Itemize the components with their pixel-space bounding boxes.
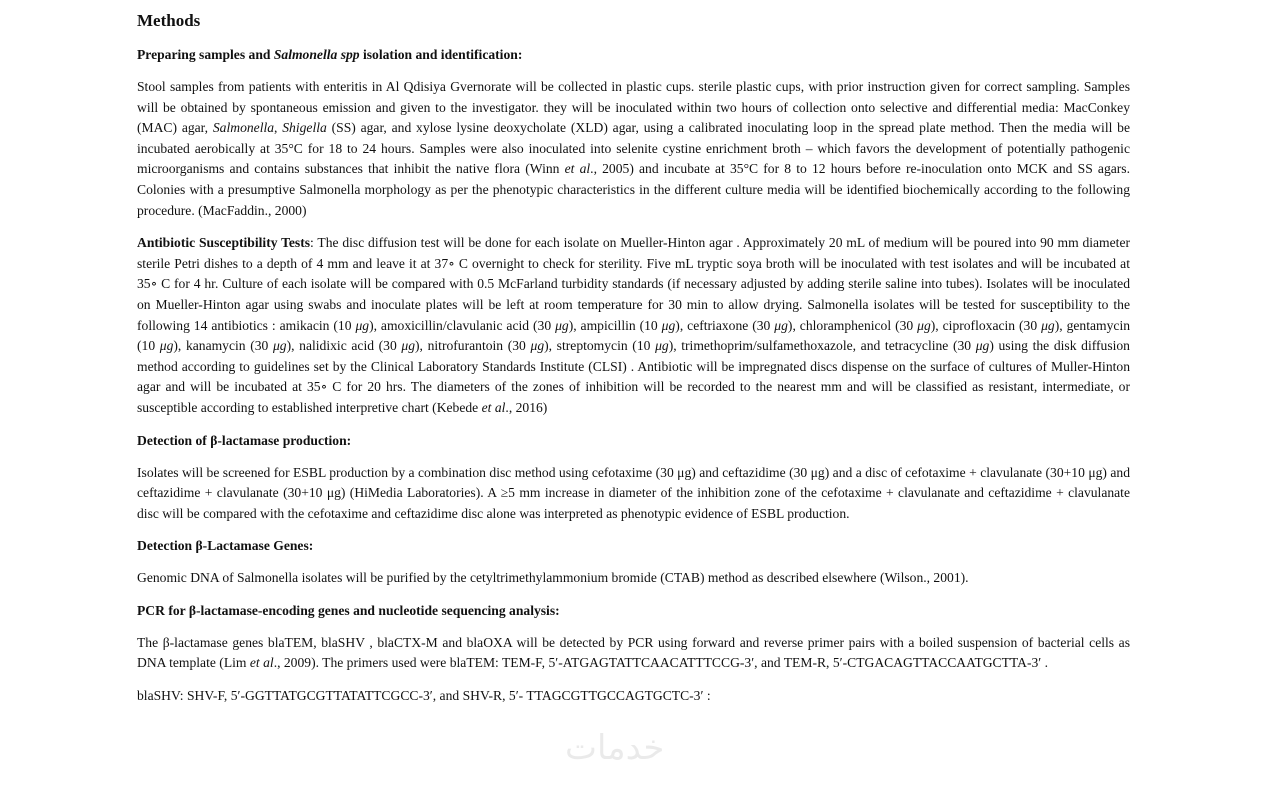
paragraph-genes: Genomic DNA of Salmonella isolates will be purified by the cetyltrimethylammonium bromide (CTAB) method as described elsewhere (Wilson., 2001).: [137, 570, 969, 586]
title-text: Preparing samples and: [137, 47, 274, 62]
paragraph-lead: Antibiotic Susceptibility Tests: [137, 235, 311, 251]
unit: μg: [530, 338, 545, 354]
section-title-genes: Detection β-Lactamase Genes:: [137, 538, 314, 554]
text-run: ), amoxicillin/clavulanic acid (30: [369, 317, 556, 333]
text-run: ), ceftriaxone (30: [675, 317, 775, 333]
italic-run: et al: [564, 161, 591, 177]
text-run: (SS) agar, and xylose lysine deoxycholate (XLD) agar, using a calibrated inoculating loop in the spread plate method. Then the media will be incubated aerobically at 35°C for 18 to 24 hours. Samples were also inoculated into selenite cystine enrichment broth – which favors the development of potentially pathogenic microorganisms and contains substances that inhibit the native flora (Winn: [137, 120, 1131, 177]
text-run: : The disc diffusion test will be done for each isolate on Mueller-Hinton agar . Approximately 20 mL of medium will be poured into 90 mm diameter sterile Petri dishes to a depth of 4 mm and leave it at 37∘ C overnight to check for sterility. Five mL tryptic soya broth will be inoculated with test isolates and will be incubated at 35∘ C for 4 hr. Culture of each isolate will be compared with 0.5 McFarland turbidity standards (if necessary adjusted by adding sterile saline into tubes). Isolates will be inoculated on Mueller-Hinton agar using swabs and inoculate plates will be left at room temperature for 30 min to allow drying. Salmonella isolates will be tested for susceptibility to the following 14 antibiotics : amikacin (10: [137, 235, 1130, 333]
italic-run: et al: [481, 399, 506, 415]
section-title-pcr: PCR for β-lactamase-encoding genes and nucleotide sequencing analysis:: [137, 602, 560, 618]
text-run: ., 2009). The primers used were blaTEM: TEM-F, 5′-ATGAGTATTCAACATTTCCG-3′, and TEM-R, 5′-CTGACAGTTACCAATGCTTA-3′ .: [273, 655, 1049, 671]
text-run: Stool samples from patients with enteritis in Al Qdisiya Gvernorate will be collected in plastic cups. sterile plastic cups, with prior instruction given for correct sampling. Samples will be obtained by spontaneous emission and given to the investigator. they will be inoculated within two hours of collection onto selective and differential media: MacConkey (MAC) agar,: [137, 79, 1130, 136]
italic-run: Salmonella: [212, 120, 275, 136]
section-title-detection: Detection of β-lactamase production:: [137, 432, 352, 448]
text-run: ), ampicillin (10: [568, 317, 662, 333]
methods-heading: Methods: [137, 11, 201, 30]
text-run: ) using the disk diffusion method according to guidelines set by the Clinical Laboratory Standards Institute (CLSI) . Antibiotic will be impregnated discs dispense on the surface of cultures of Muller-Hinton agar and will be incubated at 35∘ C for 20 hrs. The diameters of the zones of inhibition will be recorded to the nearest mm and will be classified as resistant, intermediate, or susceptible according to established interpretive chart (Kebede: [137, 338, 1130, 415]
paragraph-shv: blaSHV: SHV-F, 5′-GGTTATGCGTTATATTCGCC-3′, and SHV-R, 5′- TTAGCGTTGCCAGTGCTC-3′ :: [137, 688, 711, 704]
document-page: [137, 10, 1130, 719]
text-run: ), streptomycin (10: [544, 338, 656, 354]
italic-run: et al: [249, 655, 274, 671]
unit: μg: [774, 317, 788, 333]
text-run: ), nitrofurantoin (30: [415, 338, 531, 354]
section-title-samples: [137, 45, 1130, 65]
text-run: ), chloramphenicol (30: [787, 317, 918, 333]
unit: μg: [975, 338, 990, 354]
paragraph-pcr: [137, 633, 1130, 674]
text-run: The β-lactamase genes blaTEM, blaSHV , blaCTX-M and blaOXA will be detected by PCR using forward and reverse primer pairs with a boiled suspension of bacterial cells as DNA template (Lim: [137, 634, 1130, 671]
title-italic: Salmonella spp: [273, 47, 360, 62]
text-run: ), nalidixic acid (30: [286, 338, 402, 354]
unit: μg: [655, 338, 669, 354]
text-run: ), gentamycin (10: [137, 317, 1131, 354]
unit: μg: [1041, 317, 1055, 333]
unit: μg: [159, 338, 174, 354]
watermark-logo: خدمات: [565, 728, 665, 768]
text-run: ., 2016): [505, 399, 548, 415]
paragraph-samples: [137, 77, 1130, 221]
title-text: isolation and identification:: [359, 47, 523, 62]
unit: μg: [401, 338, 416, 354]
unit: μg: [917, 317, 931, 333]
paragraph-detection: Isolates will be screened for ESBL production by a combination disc method using cefotaxime (30 μg) and ceftazidime (30 μg) and a disc of cefotaxime + clavulanate (30+10 μg) and ceftazidime + clavulanate (30+10 μg) (HiMedia Laboratories). A ≥5 mm increase in diameter of the inhibition zone of the cefotaxime + clavulanate and ceftazidime + clavulanate disc will be compared with the cefotaxime and ceftazidime disc alone was interpreted as phenotypic evidence of ESBL production.: [137, 464, 1130, 521]
text-run: ), kanamycin (30: [173, 338, 273, 354]
text-run: ., 2005) and incubate at 35°C for 8 to 12 hours before re-inoculation onto MCK and SS agars. Colonies with a presumptive Salmonella morphology as per the phenotypic characteristics in the different culture media will be identified biochemically according to the following procedure. (MacFaddin., 2000): [137, 161, 1130, 218]
italic-run: Shigella: [282, 120, 327, 136]
unit: μg: [661, 317, 676, 333]
paragraph-antibiotic: [137, 233, 1130, 418]
unit: μg: [555, 317, 569, 333]
text-run: ), ciprofloxacin (30: [930, 317, 1042, 333]
text-run: ), trimethoprim/sulfamethoxazole, and tetracycline (30: [668, 338, 976, 354]
text-run: ,: [274, 120, 283, 136]
unit: μg: [272, 338, 287, 354]
unit: μg: [355, 317, 370, 333]
